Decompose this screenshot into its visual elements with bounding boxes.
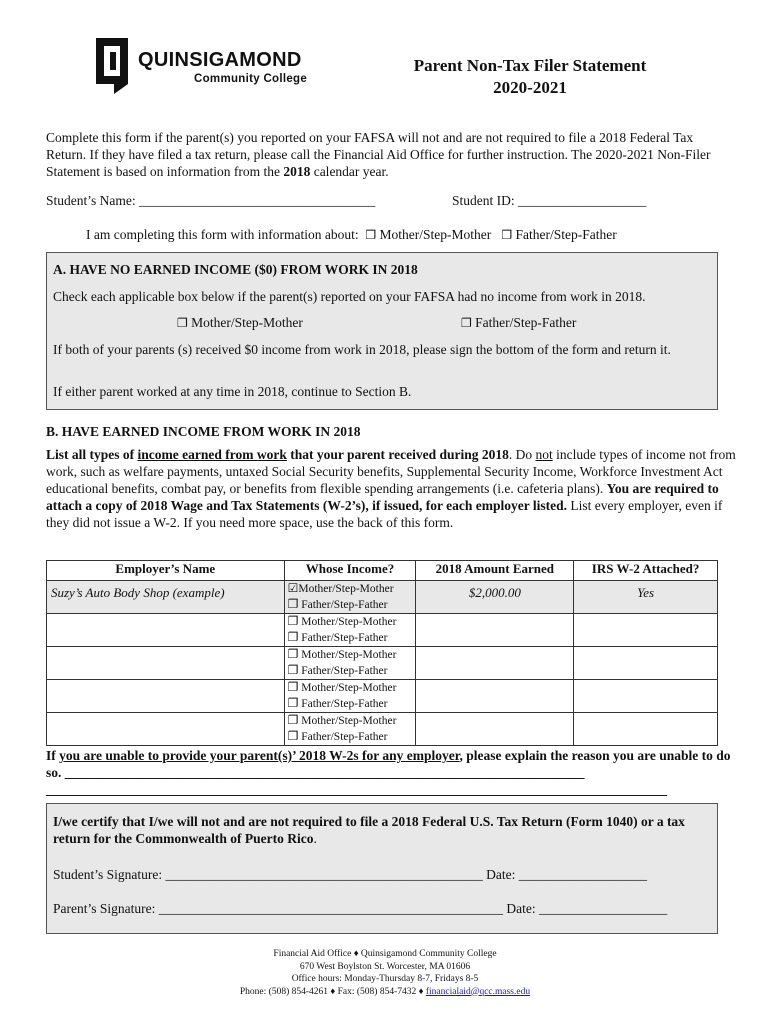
- section-b-instructions: [46, 446, 736, 531]
- section-a-checkbox-father[interactable]: ❐: [461, 316, 472, 330]
- unable-prefix: If: [46, 748, 60, 763]
- example-father: Father/Step-Father: [301, 599, 388, 611]
- option-mother-label: Mother/Step-Mother: [379, 227, 492, 242]
- college-logo-icon: [92, 38, 130, 94]
- b-text-4: include types of income not from work, such as welfare payments, untaxed Social Security benefits, Supplemental Security Income, Workforce Investment Act educational benefits, combat pay, or benefits from flexible spending arrangements (i.e. cafeteria plans).: [46, 447, 736, 496]
- header-w2: IRS W-2 Attached?: [574, 561, 718, 581]
- section-a-box: [46, 252, 718, 410]
- row-checkbox-father[interactable]: ❐: [287, 696, 299, 710]
- unable-explanation[interactable]: [46, 747, 736, 798]
- header-employer: Employer’s Name: [47, 561, 285, 581]
- amount-cell[interactable]: [416, 614, 574, 647]
- example-amount: $2,000.00: [416, 581, 574, 614]
- footer-contact: [150, 986, 620, 999]
- b-text-3: . Do: [508, 447, 536, 462]
- option-father-label: Father/Step-Father: [515, 227, 617, 242]
- employer-table: [46, 560, 718, 746]
- footer-address: 670 West Boylston St. Worcester, MA 01606: [299, 961, 471, 972]
- student-signature-field[interactable]: Student’s Signature: _______________________________________________ Date: ___________________: [53, 867, 647, 882]
- student-id-field[interactable]: Student ID: ___________________: [452, 193, 647, 208]
- section-a-mother-option: [177, 315, 303, 331]
- header-whose-income: Whose Income?: [284, 561, 416, 581]
- page-footer: [150, 948, 620, 998]
- b-text-required: You are required to attach a copy of 2018 Wage and Tax Statements (W-2’s), if issued, for each employer listed.: [46, 481, 719, 513]
- checkbox-father[interactable]: ❐: [501, 228, 513, 242]
- amount-cell[interactable]: [416, 647, 574, 680]
- row-mother-label: Mother/Step-Mother: [301, 715, 397, 727]
- footer-hours: Office hours: Monday-Thursday 8-7, Fridays 8-5: [291, 974, 479, 984]
- b-text-underlined: income earned from work: [137, 447, 287, 462]
- section-a-mother-label: Mother/Step-Mother: [191, 315, 303, 330]
- b-text-1: List all types of: [46, 447, 138, 462]
- row-mother-label: Mother/Step-Mother: [301, 649, 397, 661]
- header-amount: 2018 Amount Earned: [416, 561, 574, 581]
- amount-cell[interactable]: [416, 680, 574, 713]
- student-name-field[interactable]: Student’s Name: ___________________________________: [46, 193, 376, 208]
- employer-cell[interactable]: [47, 647, 285, 680]
- footer-email-link[interactable]: financialaid@qcc.mass.edu: [425, 986, 531, 997]
- whose-cell: [284, 713, 416, 746]
- logo-subtitle: Community College: [194, 73, 308, 85]
- example-checked-box: ☑: [287, 581, 299, 595]
- b-text-2: that your parent received during 2018: [286, 447, 509, 462]
- title-line-1: Parent Non-Tax Filer Statement: [413, 56, 647, 75]
- w2-cell[interactable]: [574, 713, 718, 746]
- certify-period: .: [313, 831, 317, 846]
- example-employer: Suzy’s Auto Body Shop (example): [47, 581, 285, 614]
- footer-phone-fax: Phone: (508) 854-4261 ♦ Fax: (508) 854-7432 ♦: [239, 986, 426, 997]
- section-a-father-option: [461, 315, 576, 331]
- unable-line-2: ____________________________________________________________________________________________: [46, 782, 667, 797]
- w2-cell[interactable]: [574, 647, 718, 680]
- intro-text: Complete this form if the parent(s) you reported on your FAFSA will not and are not required to file a 2018 Federal Tax Return. If they have filed a tax return, please call the Financial Aid Office for further instruction. The 2020-2021 Non-Filer Statement is based on information from the: [46, 130, 711, 179]
- section-a-note-both: If both of your parents (s) received $0 income from work in 2018, please sign the bottom of the form and return it.: [53, 342, 671, 357]
- unable-suffix: , please explain the reason you are unable to do so. _____________________________________________________________________________: [46, 748, 731, 780]
- footer-office: Financial Aid Office ♦ Quinsigamond Community College: [273, 949, 497, 959]
- amount-cell[interactable]: [416, 713, 574, 746]
- example-mother: Mother/Step-Mother: [298, 583, 394, 595]
- section-a-father-label: Father/Step-Father: [475, 315, 577, 330]
- unable-underlined: you are unable to provide your parent(s)’ 2018 W-2s for any employer: [59, 748, 460, 763]
- row-checkbox-father[interactable]: ❐: [287, 729, 299, 743]
- table-row-example: [47, 581, 718, 614]
- section-a-note-either: If either parent worked at any time in 2018, continue to Section B.: [53, 384, 412, 399]
- checkbox-mother[interactable]: ❐: [365, 228, 377, 242]
- table-row: [47, 713, 718, 746]
- intro-text-end: calendar year.: [310, 164, 389, 179]
- intro-paragraph: [46, 129, 736, 180]
- intro-year: 2018: [283, 164, 311, 179]
- row-father-label: Father/Step-Father: [301, 632, 388, 644]
- w2-cell[interactable]: [574, 614, 718, 647]
- example-w2: Yes: [574, 581, 718, 614]
- title-line-2: 2020-2021: [493, 78, 567, 97]
- row-checkbox-mother[interactable]: ❐: [287, 647, 299, 661]
- employer-cell[interactable]: [47, 713, 285, 746]
- whose-cell: [284, 647, 416, 680]
- row-mother-label: Mother/Step-Mother: [301, 682, 397, 694]
- section-a-checkbox-mother[interactable]: ❐: [177, 316, 188, 330]
- completing-label: I am completing this form with information about:: [86, 227, 359, 242]
- completing-for-row: [86, 226, 617, 244]
- row-father-label: Father/Step-Father: [301, 698, 388, 710]
- logo-name: QUINSIGAMOND: [138, 49, 302, 71]
- whose-cell: [284, 614, 416, 647]
- table-row: [47, 647, 718, 680]
- document-title: [380, 55, 680, 99]
- row-father-label: Father/Step-Father: [301, 731, 388, 743]
- example-whose: [284, 581, 416, 614]
- section-a-heading: A. HAVE NO EARNED INCOME ($0) FROM WORK IN 2018: [53, 262, 418, 277]
- certification-statement: [53, 813, 713, 847]
- row-checkbox-mother[interactable]: ❐: [287, 713, 299, 727]
- row-checkbox-father[interactable]: ❐: [287, 663, 299, 677]
- row-mother-label: Mother/Step-Mother: [301, 616, 397, 628]
- table-row: [47, 680, 718, 713]
- certification-box: [46, 803, 718, 934]
- row-checkbox-father[interactable]: ❐: [287, 630, 299, 644]
- parent-signature-field[interactable]: Parent’s Signature: ___________________________________________________ Date: ___________________: [53, 901, 668, 916]
- employer-cell[interactable]: [47, 680, 285, 713]
- row-checkbox-mother[interactable]: ❐: [287, 614, 299, 628]
- whose-cell: [284, 680, 416, 713]
- employer-cell[interactable]: [47, 614, 285, 647]
- table-row: [47, 614, 718, 647]
- certify-text: I/we certify that I/we will not and are not required to file a 2018 Federal U.S. Tax Return (Form 1040) or a tax return for the Commonwealth of Puerto Rico: [53, 814, 685, 846]
- example-unchecked-box: ❐: [287, 597, 299, 611]
- section-b-heading: B. HAVE EARNED INCOME FROM WORK IN 2018: [46, 424, 361, 439]
- w2-cell[interactable]: [574, 680, 718, 713]
- section-a-instruction: Check each applicable box below if the parent(s) reported on your FAFSA had no income from work in 2018.: [53, 289, 646, 304]
- row-father-label: Father/Step-Father: [301, 665, 388, 677]
- table-header-row: [47, 561, 718, 581]
- b-text-5: List every employer, even if they did not issue a W-2. If you need more space, use the back of this form.: [46, 498, 723, 530]
- row-checkbox-mother[interactable]: ❐: [287, 680, 299, 694]
- b-text-not: not: [535, 447, 553, 462]
